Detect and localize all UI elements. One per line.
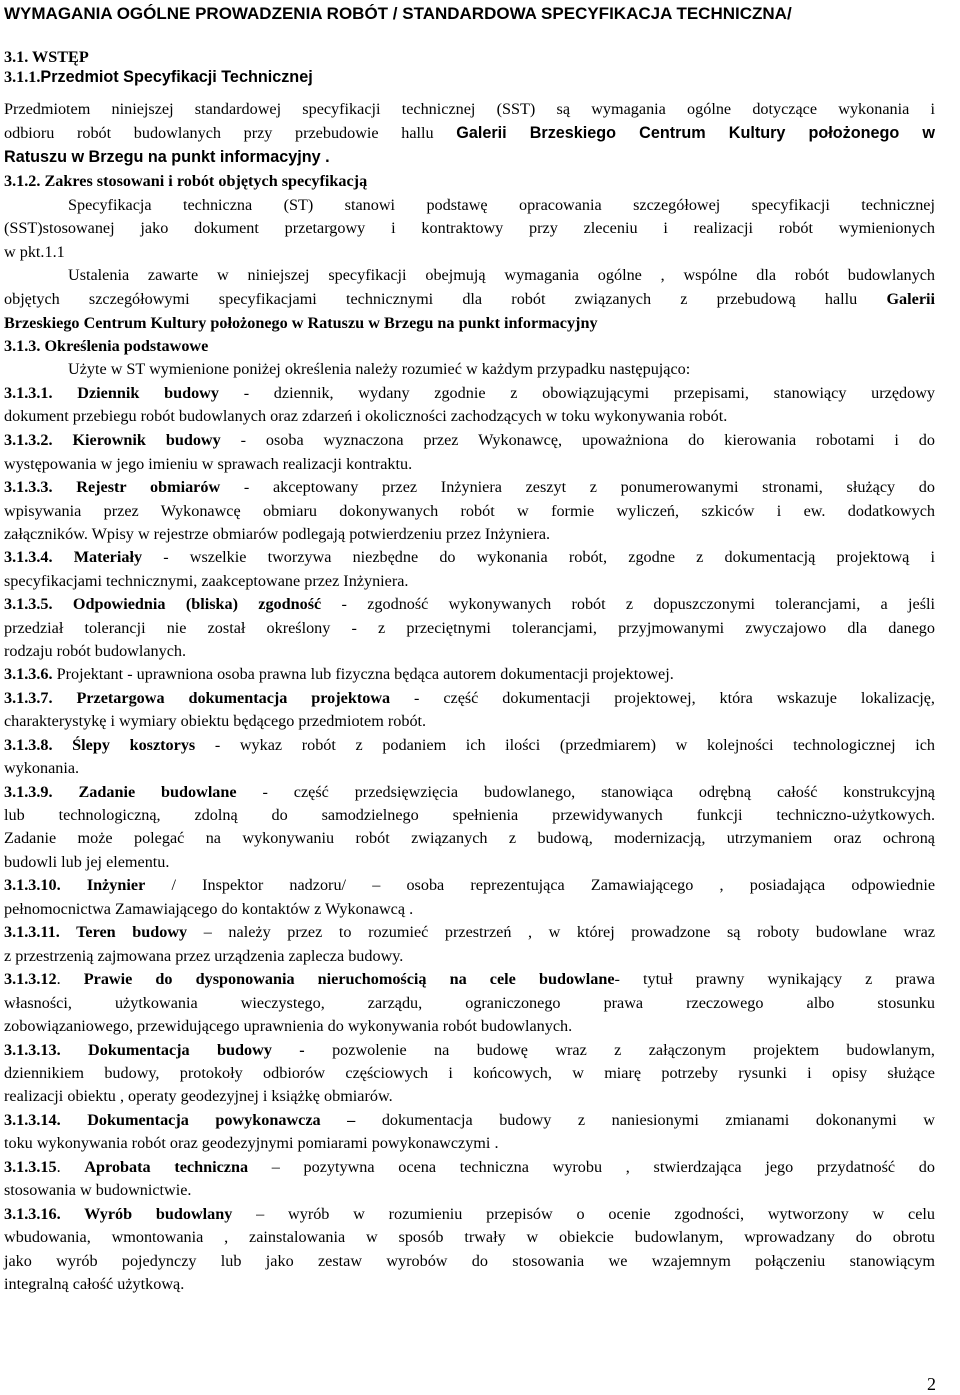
definition-inzynier xyxy=(4,875,935,895)
document-header xyxy=(4,4,954,24)
text-span: (SST)stosowanej jako dokument przetargowy i kontraktowy przy zleceniu i realizacji robót wymienionych xyxy=(4,219,935,237)
heading-number: 3.1.3. xyxy=(4,337,41,355)
heading-title: Przedmiot Specyfikacji Technicznej xyxy=(40,68,313,86)
text-span: dokument przebiegu robót budowlanych oraz zdarzeń i okoliczności zachodzących w toku wykonywania robót. xyxy=(4,407,728,425)
definition-number: 3.1.3.11. xyxy=(4,923,60,941)
text-span: Specyfikacja techniczna (ST) stanowi podstawę opracowania szczegółowej specyfikacji technicznej xyxy=(68,196,935,214)
definition-dokumentacja-powykonawcza xyxy=(4,1110,935,1130)
paragraph-line xyxy=(4,1016,935,1036)
text-span: załączników. Wpisy w rejestrze obmiarów podlegają potwierdzeniu przez Inżyniera. xyxy=(4,525,551,543)
heading-title: Określenia podstawowe xyxy=(40,337,209,355)
subsection-heading-3-1-1 xyxy=(4,67,935,87)
definition-number: 3.1.3.1. xyxy=(4,384,53,402)
definition-projektant xyxy=(4,664,935,684)
definition-slepy-kosztorys xyxy=(4,735,935,755)
text-span: wbudowania, wmontowania , zainstalowania w sposób trwały w obiekcie budowlanym, wprowadzany do obrotu xyxy=(4,1228,935,1246)
paragraph-line xyxy=(4,1251,935,1271)
text-span: - akceptowany przez Inżyniera zeszyt z ponumerowanymi stronami, służący do xyxy=(220,478,935,496)
paragraph-line xyxy=(4,313,935,333)
subsection-heading-3-1-2 xyxy=(4,171,935,191)
definition-number: 3.1.3.8. xyxy=(4,736,53,754)
text-span: realizacji obiektu , operaty geodezyjnej i książkę obmiarów. xyxy=(4,1087,393,1105)
definition-number: 3.1.3.15 xyxy=(4,1158,57,1176)
paragraph-line xyxy=(4,265,935,285)
definition-number: 3.1.3.14. xyxy=(4,1111,61,1129)
text-span: Użyte w ST wymienione poniżej określenia należy rozumieć w każdym przypadku następująco: xyxy=(68,360,691,378)
text-span: dziennikiem budowy, protokoły odbiorów częściowych i końcowych, w miarę potrzeby rysunki i opisy służące xyxy=(4,1064,935,1082)
section-label: 3.1. WSTĘP xyxy=(4,48,89,66)
paragraph-line xyxy=(4,805,935,825)
text-span: jako wyrób pojedynczy lub jako zestaw wyrobów do stosowania we wzajemnym połączeniu stanowiącym xyxy=(4,1252,935,1270)
definition-number: 3.1.3.9. xyxy=(4,783,53,801)
paragraph-line xyxy=(4,899,935,919)
definition-number: 3.1.3.2. xyxy=(4,431,53,449)
definition-term: Dziennik budowy xyxy=(52,384,219,402)
heading-title: Zakres stosowani i robót objętych specyfikacją xyxy=(40,172,368,190)
heading-number: 3.1.2. xyxy=(4,172,41,190)
text-span: występowania w jego imieniu w sprawach realizacji kontraktu. xyxy=(4,455,413,473)
paragraph-line xyxy=(4,1227,935,1247)
definition-materialy xyxy=(4,547,935,567)
paragraph-line xyxy=(4,1063,935,1083)
text-span: - osoba wyznaczona przez Wykonawcę, upoważniona do kierowania robotami i do xyxy=(220,431,935,449)
text-span: Ustalenia zawarte w niniejszej specyfikacji obejmują wymagania ogólne , wspólne dla robót budowlanych xyxy=(68,266,935,284)
text-span: charakterystykę i wymiary obiektu będącego przedmiotem robót. xyxy=(4,712,427,730)
text-span: - zgodność wykonywanych robót z dopuszczonymi tolerancjami, a jeśli xyxy=(321,595,935,613)
definition-term: Odpowiednia (bliska) zgodność xyxy=(52,595,322,613)
text-span: dokumentacja budowy z naniesionymi zmianami dokonanymi w xyxy=(355,1111,936,1129)
paragraph-line xyxy=(4,641,935,661)
text-span: wpisywania przez Wykonawcę obmiaru dokonywanych robót w formie wyliczeń, szkiców i ew. dodatkowych xyxy=(4,502,935,520)
text-span: . xyxy=(56,970,84,988)
text-span: toku wykonywania robót oraz geodezyjnymi pomiarami powykonawczymi . xyxy=(4,1134,499,1152)
text-span: . xyxy=(56,1158,85,1176)
definition-term: Ślepy kosztorys xyxy=(52,736,196,754)
definition-dziennik-budowy xyxy=(4,383,935,403)
definition-number: 3.1.3.16. xyxy=(4,1205,61,1223)
text-span: własności, użytkowania wieczystego, zarządu, ograniczonego prawa rzeczowego albo stosunku xyxy=(4,994,935,1012)
text-span: objętych szczegółowymi specyfikacjami technicznymi dla robót związanych z przebudową hallu xyxy=(4,290,887,308)
text-span: - część dokumentacji projektowej, która wskazuje lokalizację, xyxy=(390,689,935,707)
text-span: - dziennik, wydany zgodnie z obowiązującymi przepisami, stanowiący urzędowy xyxy=(218,384,936,402)
definition-term: Rejestr obmiarów xyxy=(52,478,221,496)
paragraph-line xyxy=(4,123,935,143)
text-span: - tytuł prawny wynikający z prawa xyxy=(614,970,935,988)
text-span: - część przedsięwzięcia budowlanego, stanowiąca odrębną całość konstrukcyjną xyxy=(236,783,935,801)
definition-number: 3.1.3.13. xyxy=(4,1041,61,1059)
text-span: wykonania. xyxy=(4,759,80,777)
paragraph-line xyxy=(4,218,935,238)
paragraph-line xyxy=(4,406,935,426)
definition-term: Dokumentacja powykonawcza – xyxy=(60,1111,356,1129)
text-span: w pkt.1.1 xyxy=(4,243,65,261)
definition-number: 3.1.3.12 xyxy=(4,970,57,988)
definition-zadanie-budowlane xyxy=(4,782,935,802)
emphasis-text: Galerii Brzeskiego Centrum Kultury położonego w xyxy=(456,124,935,142)
definition-term: Aprobata techniczna xyxy=(84,1158,249,1176)
section-heading xyxy=(4,47,935,67)
definition-term: Materiały xyxy=(52,548,143,566)
text-span: lub technologiczną, zdolną do samodzielnego spełnienia przewidywanych funkcji techniczno-użytkowych. xyxy=(4,806,935,824)
text-span: zobowiązaniowego, przewidującego uprawnienia do wykonywania robót budowlanych. xyxy=(4,1017,573,1035)
paragraph-line xyxy=(4,524,935,544)
text-span: rodzaju robót budowlanych. xyxy=(4,642,187,660)
header-title: WYMAGANIA OGÓLNE PROWADZENIA ROBÓT / STANDARDOWA SPECYFIKACJA TECHNICZNA/ xyxy=(4,4,792,23)
paragraph-line xyxy=(4,852,935,872)
paragraph-line xyxy=(4,454,935,474)
definition-number: 3.1.3.6. xyxy=(4,665,53,683)
definition-wyrob-budowlany xyxy=(4,1204,935,1224)
definition-number: 3.1.3.5. xyxy=(4,595,53,613)
paragraph-line xyxy=(4,242,935,262)
paragraph-line xyxy=(4,758,935,778)
text-span: specyfikacjami technicznymi, zaakceptowane przez Inżyniera. xyxy=(4,572,409,590)
definition-teren-budowy xyxy=(4,922,935,942)
text-span: / Inspektor nadzoru/ – osoba reprezentująca Zamawiającego , posiadająca odpowiednie xyxy=(145,876,936,894)
definition-number: 3.1.3.3. xyxy=(4,478,53,496)
text-span: - wszelkie tworzywa niezbędne do wykonania robót, zgodne z dokumentacją projektową i xyxy=(142,548,935,566)
definition-number: 3.1.3.10. xyxy=(4,876,61,894)
emphasis-text: Galerii xyxy=(886,290,935,308)
paragraph-line xyxy=(4,501,935,521)
definition-aprobata-techniczna xyxy=(4,1157,935,1177)
paragraph-line xyxy=(4,711,935,731)
definition-term: Zadanie budowlane xyxy=(52,783,237,801)
text-span: odbioru robót budowlanych przy przebudowie hallu xyxy=(4,124,457,142)
definition-term: Wyrób budowlany xyxy=(60,1205,233,1223)
definition-number: 3.1.3.4. xyxy=(4,548,53,566)
paragraph-line xyxy=(4,1274,935,1294)
text-span: - wykaz robót z podaniem ich ilości (przedmiarem) w kolejności technologicznej ich xyxy=(195,736,935,754)
definition-prawo-do-dysponowania xyxy=(4,969,935,989)
paragraph-line xyxy=(4,1133,935,1153)
text-span: Przedmiotem niniejszej standardowej specyfikacji technicznej (SST) są wymagania ogólne dotyczące wykonania i xyxy=(4,100,935,118)
emphasis-text: Ratuszu w Brzegu na punkt informacyjny . xyxy=(4,148,330,166)
definition-term: Dokumentacja budowy - xyxy=(60,1041,305,1059)
definition-kierownik-budowy xyxy=(4,430,935,450)
heading-number: 3.1.1. xyxy=(4,68,41,86)
text-span: – należy przez to rozumieć przestrzeń , w której prowadzone są roboty budowlane wraz xyxy=(187,923,936,941)
paragraph-line xyxy=(4,359,935,379)
text-span: budowli lub jej elementu. xyxy=(4,853,170,871)
page-number: 2 xyxy=(927,1374,936,1394)
subsection-heading-3-1-3 xyxy=(4,336,935,356)
text-span: stosowania w budownictwie. xyxy=(4,1181,192,1199)
definition-rejestr-obmiarow xyxy=(4,477,935,497)
paragraph-line xyxy=(4,1180,935,1200)
definition-term: Kierownik budowy xyxy=(52,431,221,449)
text-span: przedział tolerancji nie został określony - z przeciętnymi tolerancjami, przyjmowanymi zwyczajowo dla danego xyxy=(4,619,935,637)
paragraph-line xyxy=(4,993,935,1013)
text-span: z przestrzenią zajmowana przez urządzenia zaplecza budowy. xyxy=(4,947,404,965)
text-span: Zadanie może polegać na wykonywaniu robót związanych z budową, modernizacją, utrzymaniem oraz ochroną xyxy=(4,829,935,847)
paragraph-line xyxy=(4,289,935,309)
definition-dokumentacja-budowy xyxy=(4,1040,935,1060)
definition-term: Teren budowy xyxy=(59,923,188,941)
paragraph-line xyxy=(4,618,935,638)
emphasis-text: Brzeskiego Centrum Kultury położonego w Ratuszu w Brzegu na punkt informacyjny xyxy=(4,314,598,332)
text-span: – wyrób w rozumieniu przepisów o ocenie zgodności, wytworzony w celu xyxy=(232,1205,935,1223)
text-span: – pozytywna ocena techniczna wyrobu , stwierdzająca jego przydatność do xyxy=(248,1158,935,1176)
text-span: Projektant - uprawniona osoba prawna lub fizyczna będąca autorem dokumentacji projektowej. xyxy=(52,665,674,683)
paragraph-line xyxy=(4,946,935,966)
definition-przetargowa-dokumentacja xyxy=(4,688,935,708)
definition-number: 3.1.3.7. xyxy=(4,689,53,707)
paragraph-line xyxy=(4,147,935,167)
text-span: integralną całość użytkową. xyxy=(4,1275,185,1293)
definition-term: Inżynier xyxy=(60,876,146,894)
paragraph-line xyxy=(4,571,935,591)
text-span: pozwolenie na budowę wraz z załączonym projektem budowlanym, xyxy=(304,1041,935,1059)
definition-term: Prawie do dysponowania nieruchomością na cele budowlane xyxy=(83,970,615,988)
paragraph-line xyxy=(4,1086,935,1106)
text-span: pełnomocnictwa Zamawiającego do kontaktów z Wykonawcą . xyxy=(4,900,414,918)
paragraph-line xyxy=(4,195,935,215)
paragraph-line xyxy=(4,99,935,119)
paragraph-line xyxy=(4,828,935,848)
definition-odpowiednia-zgodnosc xyxy=(4,594,935,614)
definition-term: Przetargowa dokumentacja projektowa xyxy=(52,689,391,707)
